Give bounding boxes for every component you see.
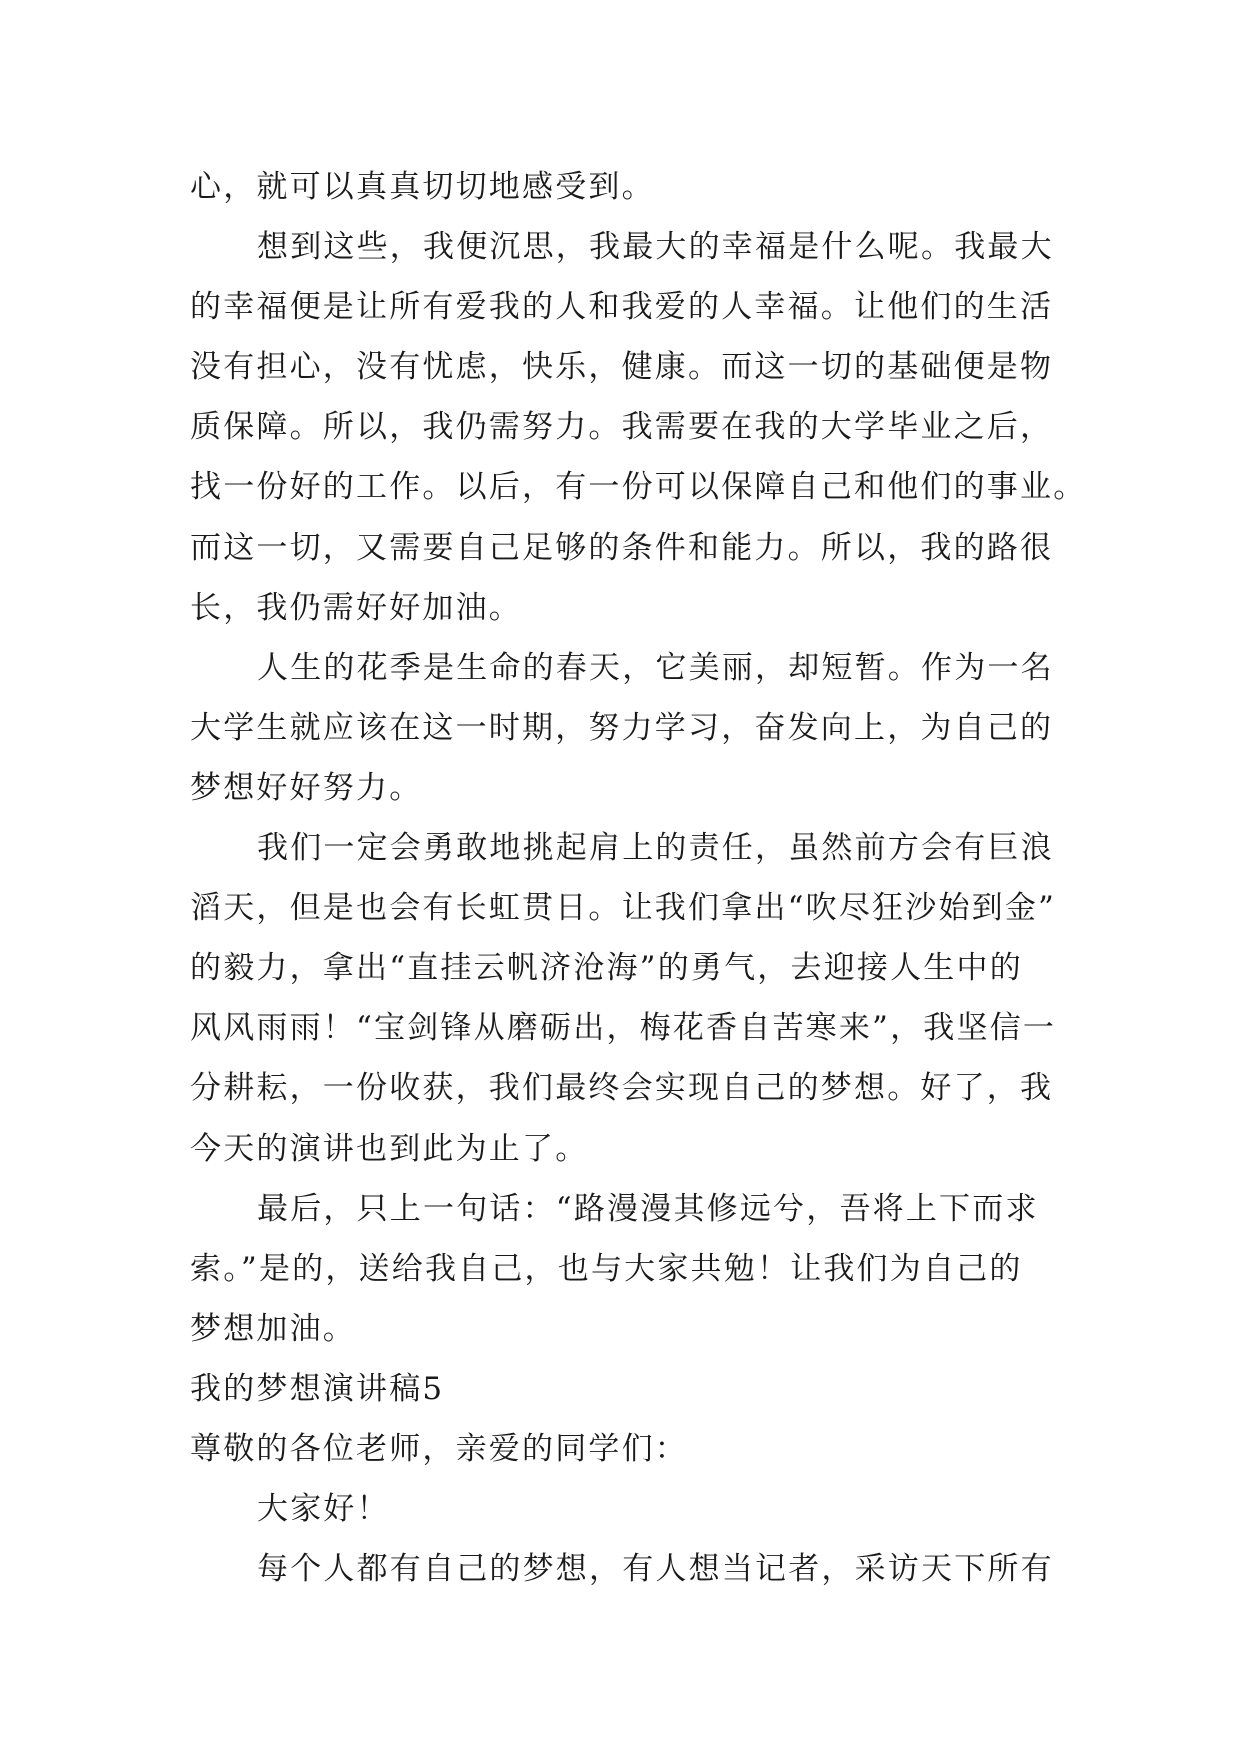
speech-title: 我的梦想演讲稿5	[190, 1370, 445, 1407]
text-line: 每个人都有自己的梦想，有人想当记者，采访天下所有	[257, 1551, 1054, 1588]
text-line: 人生的花季是生命的春天，它美丽，却短暂。作为一名	[257, 649, 1054, 686]
text-line: 找一份好的工作。以后，有一份可以保障自己和他们的事业。	[190, 469, 1087, 506]
text-line: 梦想加油。	[190, 1310, 356, 1347]
text-line: 索。”是的，送给我自己，也与大家共勉！让我们为自己的	[190, 1250, 1023, 1287]
text-line: 没有担心，没有忧虑，快乐，健康。而这一切的基础便是物	[190, 349, 1054, 386]
text-line: 的幸福便是让所有爱我的人和我爱的人幸福。让他们的生活	[190, 289, 1054, 326]
text-line: 质保障。所以，我仍需努力。我需要在我的大学毕业之后，	[190, 409, 1054, 446]
salutation	[190, 1419, 1060, 1479]
document-body	[190, 157, 1087, 1599]
section-heading	[190, 1359, 1060, 1419]
text-line: 我们一定会勇敢地挑起肩上的责任，虽然前方会有巨浪	[257, 830, 1054, 867]
text-line: 风风雨雨！“宝剑锋从磨砺出，梅花香自苦寒来”，我坚信一	[190, 1010, 1057, 1047]
paragraph-continuation	[190, 157, 1060, 217]
text-line: 心，就可以真真切切地感受到。	[190, 169, 655, 205]
text-line: 最后，只上一句话：“路漫漫其修远兮，吾将上下而求	[257, 1190, 1039, 1227]
text-line: 想到这些，我便沉思，我最大的幸福是什么呢。我最大	[257, 229, 1054, 266]
text-line: 梦想好好努力。	[190, 769, 423, 806]
text-line: 长，我仍需好好加油。	[190, 589, 522, 626]
paragraph-happiness	[190, 217, 1087, 638]
text-line: 而这一切，又需要自己足够的条件和能力。所以，我的路很	[190, 529, 1054, 566]
paragraph-responsibility	[190, 818, 1060, 1179]
paragraph-youth	[190, 638, 1060, 818]
text-line: 今天的演讲也到此为止了。	[190, 1130, 589, 1167]
text-line: 大学生就应该在这一时期，努力学习，奋发向上，为自己的	[190, 709, 1054, 746]
paragraph-closing	[190, 1179, 1060, 1359]
text-line: 大家好！	[257, 1491, 390, 1528]
text-line: 滔天，但是也会有长虹贯日。让我们拿出“吹尽狂沙始到金”	[190, 890, 1057, 927]
text-line: 分耕耘，一份收获，我们最终会实现自己的梦想。好了，我	[190, 1070, 1054, 1107]
greeting	[190, 1479, 1060, 1539]
text-line: 尊敬的各位老师，亲爱的同学们：	[190, 1430, 688, 1467]
paragraph-dreams	[190, 1539, 1060, 1599]
text-line: 的毅力，拿出“直挂云帆济沧海”的勇气，去迎接人生中的	[190, 950, 1023, 987]
